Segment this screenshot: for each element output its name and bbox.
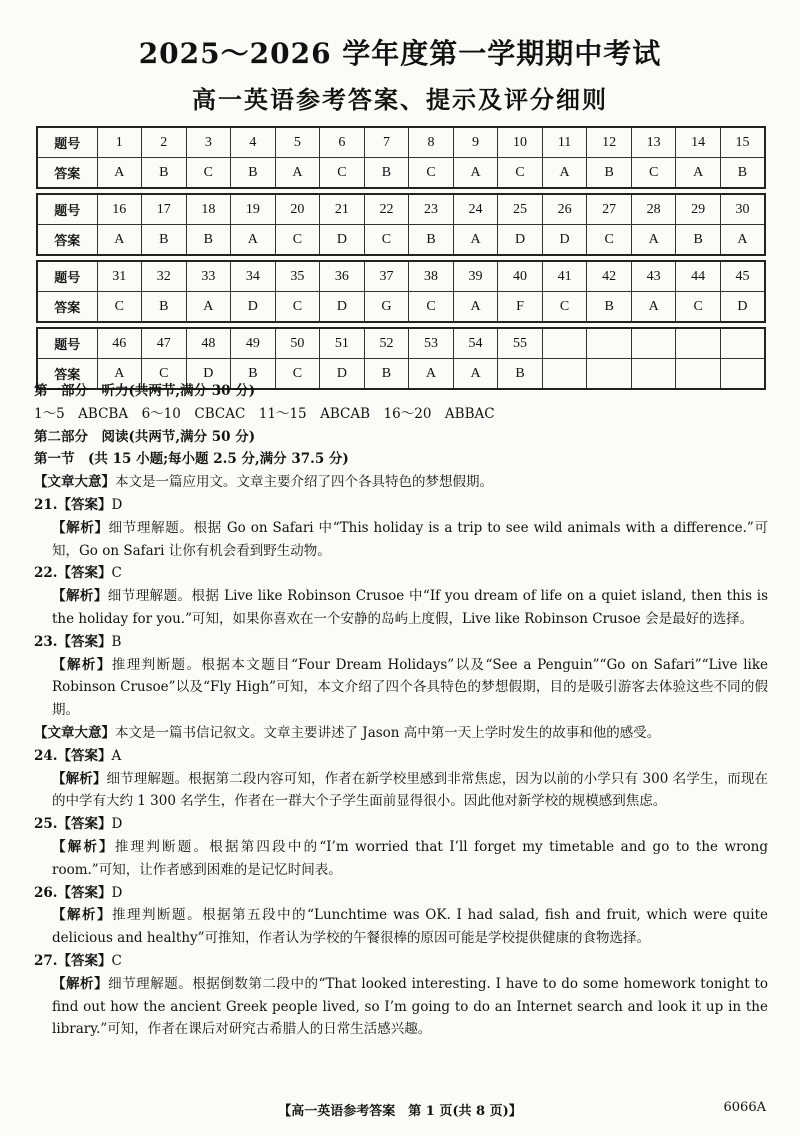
answer-row <box>37 158 765 189</box>
analysis-text: 推理判断题。根据第五段中的“Lunchtime was OK. I had salad, fish and fruit, which were quite delicious and healthy”可推知，作者认为学校的午餐很棒的原因可能是学校提供健康的食物选择。 <box>52 907 768 947</box>
row-header: 题号 <box>37 194 97 225</box>
question-number: 6 <box>320 127 365 158</box>
question-number: 30 <box>720 194 765 225</box>
question-number: 48 <box>186 328 231 359</box>
answer-cell: B <box>498 359 543 390</box>
summary-label: 【文章大意】 <box>34 724 115 741</box>
question-number: 13 <box>631 127 676 158</box>
question-number: 51 <box>320 328 365 359</box>
question-number: 23 <box>409 194 454 225</box>
answer-line <box>34 631 768 654</box>
answer-cell: B <box>231 359 276 390</box>
analysis <box>34 585 768 631</box>
question-number: 31 <box>97 261 142 292</box>
answer-cell: F <box>498 292 543 323</box>
question-number: 16 <box>97 194 142 225</box>
page-footer <box>0 1100 800 1124</box>
answer-cell: C <box>676 292 721 323</box>
question-number: 2 <box>142 127 187 158</box>
question-number: 27 <box>587 194 632 225</box>
answer-cell: A <box>720 225 765 256</box>
answer-cell: C <box>364 225 409 256</box>
question-number <box>587 328 632 359</box>
question-number: 3 <box>186 127 231 158</box>
answer-cell: B <box>142 292 187 323</box>
answer-cell: C <box>498 158 543 189</box>
question-number: 21 <box>320 194 365 225</box>
analysis-label: 【解析】 <box>52 838 115 855</box>
question-number: 1 <box>97 127 142 158</box>
analysis <box>34 973 768 1041</box>
analysis-label: 【解析】 <box>52 975 109 992</box>
question-number: 15 <box>720 127 765 158</box>
analysis <box>34 654 768 722</box>
answer-value: A <box>111 747 122 764</box>
answer-label: 26.【答案】 <box>34 884 112 901</box>
answer-cell: A <box>275 158 320 189</box>
analysis-text: 细节理解题。根据倒数第二段中的“That looked interesting. I have to do some homework tonight to find out how the ancient Greek people lived, so I’m going to do an Internet search and look it up in the library.”可知，作者在课后对研究古希腊人的日常生活感兴趣。 <box>52 975 768 1038</box>
section1-heading: 第一节 (共 15 小题;每小题 2.5 分,满分 37.5 分) <box>34 451 349 468</box>
summary-text: 本文是一篇应用文。文章主要介绍了四个各具特色的梦想假期。 <box>115 474 493 491</box>
question-number: 50 <box>275 328 320 359</box>
answer-cell: D <box>231 292 276 323</box>
answer-value: C <box>111 565 122 582</box>
question-number: 9 <box>453 127 498 158</box>
question-number: 36 <box>320 261 365 292</box>
question-number: 49 <box>231 328 276 359</box>
answer-cell: C <box>542 292 587 323</box>
answer-cell: A <box>453 292 498 323</box>
answer-cell: B <box>364 359 409 390</box>
answer-line <box>34 745 768 768</box>
answer-label: 24.【答案】 <box>34 747 112 764</box>
question-number: 12 <box>587 127 632 158</box>
question-number: 11 <box>542 127 587 158</box>
question-number: 22 <box>364 194 409 225</box>
question-number: 55 <box>498 328 543 359</box>
analysis <box>34 836 768 882</box>
analysis <box>34 517 768 563</box>
answer-label: 23.【答案】 <box>34 633 112 650</box>
row-header: 答案 <box>37 158 97 189</box>
answer-cell: A <box>631 292 676 323</box>
answer-cell: D <box>720 292 765 323</box>
answer-line <box>34 562 768 585</box>
answer-cell: B <box>409 225 454 256</box>
question-number: 37 <box>364 261 409 292</box>
answer-cell: D <box>186 359 231 390</box>
row-header: 题号 <box>37 328 97 359</box>
answer-cell: A <box>542 158 587 189</box>
answer-cell: B <box>587 292 632 323</box>
answer-cell: C <box>631 158 676 189</box>
analysis <box>34 768 768 814</box>
analysis-text: 细节理解题。根据 Live like Robinson Crusoe 中“If you dream of life on a quiet island, then this is the holiday for you.”可知，如果你喜欢在一个安静的岛屿上度假，Live like Robinson Crusoe 会是最好的选择。 <box>52 588 768 627</box>
answer-cell: D <box>498 225 543 256</box>
answer-value: D <box>111 496 123 513</box>
question-number-row <box>37 261 765 292</box>
answer-table <box>36 193 766 256</box>
row-header: 答案 <box>37 292 97 323</box>
answer-cell: C <box>275 359 320 390</box>
question-number: 24 <box>453 194 498 225</box>
answer-cell: A <box>676 158 721 189</box>
question-number: 46 <box>97 328 142 359</box>
answer-cell: B <box>364 158 409 189</box>
question-number: 39 <box>453 261 498 292</box>
question-number: 47 <box>142 328 187 359</box>
question-number: 7 <box>364 127 409 158</box>
question-number: 45 <box>720 261 765 292</box>
analysis-text: 细节理解题。根据第二段内容可知，作者在新学校里感到非常焦虑，因为以前的小学只有 300 名学生，而现在的中学有大约 1 300 名学生，作者在一群大个子学生面前显得很小。因此他对新学校的规模感到焦虑。 <box>52 770 768 810</box>
answer-cell: B <box>186 225 231 256</box>
question-number: 33 <box>186 261 231 292</box>
question-number: 34 <box>231 261 276 292</box>
answer-cell: C <box>320 158 365 189</box>
answer-cell: A <box>453 158 498 189</box>
row-header: 题号 <box>37 127 97 158</box>
question-number-row <box>37 194 765 225</box>
question-number: 4 <box>231 127 276 158</box>
answer-line <box>34 813 768 836</box>
listening-answers: 1～5 ABCBA 6～10 CBCAC 11～15 ABCAB 16～20 ABBAC <box>34 405 495 422</box>
analysis-label: 【解析】 <box>52 770 107 787</box>
explanations <box>34 380 768 1041</box>
question-number <box>631 328 676 359</box>
answer-cell: A <box>631 225 676 256</box>
question-number: 8 <box>409 127 454 158</box>
question-number: 44 <box>676 261 721 292</box>
question-number <box>542 328 587 359</box>
answer-label: 27.【答案】 <box>34 952 112 969</box>
question-number: 14 <box>676 127 721 158</box>
question-number: 41 <box>542 261 587 292</box>
question-number-row <box>37 127 765 158</box>
answer-cell: A <box>453 225 498 256</box>
question-number: 5 <box>275 127 320 158</box>
row-header: 题号 <box>37 261 97 292</box>
answer-cell: C <box>97 292 142 323</box>
answer-cell: C <box>142 359 187 390</box>
answer-value: C <box>111 952 122 969</box>
answer-cell: A <box>453 359 498 390</box>
answer-cell: D <box>320 359 365 390</box>
answer-cell: C <box>409 292 454 323</box>
answer-cell: A <box>231 225 276 256</box>
answer-label: 21.【答案】 <box>34 496 112 513</box>
question-number: 18 <box>186 194 231 225</box>
answer-cell: B <box>142 225 187 256</box>
answer-cell: C <box>409 158 454 189</box>
answer-table <box>36 260 766 323</box>
question-number-row <box>37 328 765 359</box>
answer-cell: A <box>409 359 454 390</box>
answer-value: D <box>111 884 123 901</box>
answer-cell: A <box>186 292 231 323</box>
summary-label: 【文章大意】 <box>34 474 115 491</box>
summary-text: 本文是一篇书信记叙文。文章主要讲述了 Jason 高中第一天上学时发生的故事和他的感受。 <box>115 724 661 741</box>
passage-summary <box>34 471 768 494</box>
question-number: 28 <box>631 194 676 225</box>
analysis <box>34 904 768 950</box>
analysis-text: 细节理解题。根据 Go on Safari 中“This holiday is a trip to see wild animals with a difference.”可知，Go on Safari 让你有机会看到野生动物。 <box>52 519 768 559</box>
part1-heading: 第一部分 听力(共两节,满分 30 分) <box>34 383 256 399</box>
answer-cell: D <box>542 225 587 256</box>
answer-cell: C <box>275 225 320 256</box>
question-number: 54 <box>453 328 498 359</box>
answer-value: B <box>111 633 122 650</box>
analysis-label: 【解析】 <box>52 519 109 536</box>
answer-label: 25.【答案】 <box>34 816 112 833</box>
question-number: 29 <box>676 194 721 225</box>
row-header: 答案 <box>37 359 97 390</box>
answer-cell: B <box>720 158 765 189</box>
footer-page-info: 【高一英语参考答案 第 1 页(共 8 页)】 <box>278 1104 522 1119</box>
answer-cell: D <box>320 292 365 323</box>
question-number: 38 <box>409 261 454 292</box>
answer-cell: B <box>587 158 632 189</box>
row-header: 答案 <box>37 225 97 256</box>
question-number: 53 <box>409 328 454 359</box>
answer-cell: D <box>320 225 365 256</box>
answer-line <box>34 494 768 517</box>
question-number <box>720 328 765 359</box>
question-number: 17 <box>142 194 187 225</box>
question-number: 43 <box>631 261 676 292</box>
analysis-label: 【解析】 <box>52 907 113 924</box>
question-number: 42 <box>587 261 632 292</box>
question-number: 40 <box>498 261 543 292</box>
question-number: 10 <box>498 127 543 158</box>
answer-line <box>34 950 768 973</box>
answer-line <box>34 882 768 905</box>
question-number <box>676 328 721 359</box>
answer-label: 22.【答案】 <box>34 565 112 582</box>
answer-tables <box>36 126 766 394</box>
answer-row <box>37 225 765 256</box>
answer-cell: B <box>676 225 721 256</box>
answer-cell: A <box>97 359 142 390</box>
question-number: 19 <box>231 194 276 225</box>
answer-cell: G <box>364 292 409 323</box>
answer-cell: B <box>142 158 187 189</box>
answer-value: D <box>111 816 123 833</box>
part2-heading: 第二部分 阅读(共两节,满分 50 分) <box>34 428 256 445</box>
passage-summary <box>34 722 768 745</box>
answer-cell: B <box>231 158 276 189</box>
footer-code: 6066A <box>723 1100 766 1115</box>
answer-cell: C <box>275 292 320 323</box>
exam-title: 2025～2026 学年度第一学期期中考试 <box>138 37 662 70</box>
analysis-text: 推理判断题。根据第四段中的“I’m worried that I’ll forget my timetable and go to the wrong room.”可知，让作者感到困难的是记忆时间表。 <box>52 838 769 878</box>
analysis-label: 【解析】 <box>52 656 112 673</box>
question-number: 35 <box>275 261 320 292</box>
analysis-label: 【解析】 <box>52 588 108 605</box>
question-number: 32 <box>142 261 187 292</box>
question-number: 52 <box>364 328 409 359</box>
document-subtitle: 高一英语参考答案、提示及评分细则 <box>192 85 608 114</box>
analysis-text: 推理判断题。根据本文题目“Four Dream Holidays”以及“See a Penguin”“Go on Safari”“Live like Robinson Crusoe”以及“Fly High”可知，本文介绍了四个各具特色的梦想假期，目的是吸引游客去体验这些不同的假期。 <box>52 656 768 719</box>
question-number: 20 <box>275 194 320 225</box>
answer-cell: C <box>587 225 632 256</box>
answer-cell: A <box>97 158 142 189</box>
answer-cell: A <box>97 225 142 256</box>
answer-cell: C <box>186 158 231 189</box>
question-number: 25 <box>498 194 543 225</box>
answer-row <box>37 292 765 323</box>
question-number: 26 <box>542 194 587 225</box>
answer-table <box>36 126 766 189</box>
